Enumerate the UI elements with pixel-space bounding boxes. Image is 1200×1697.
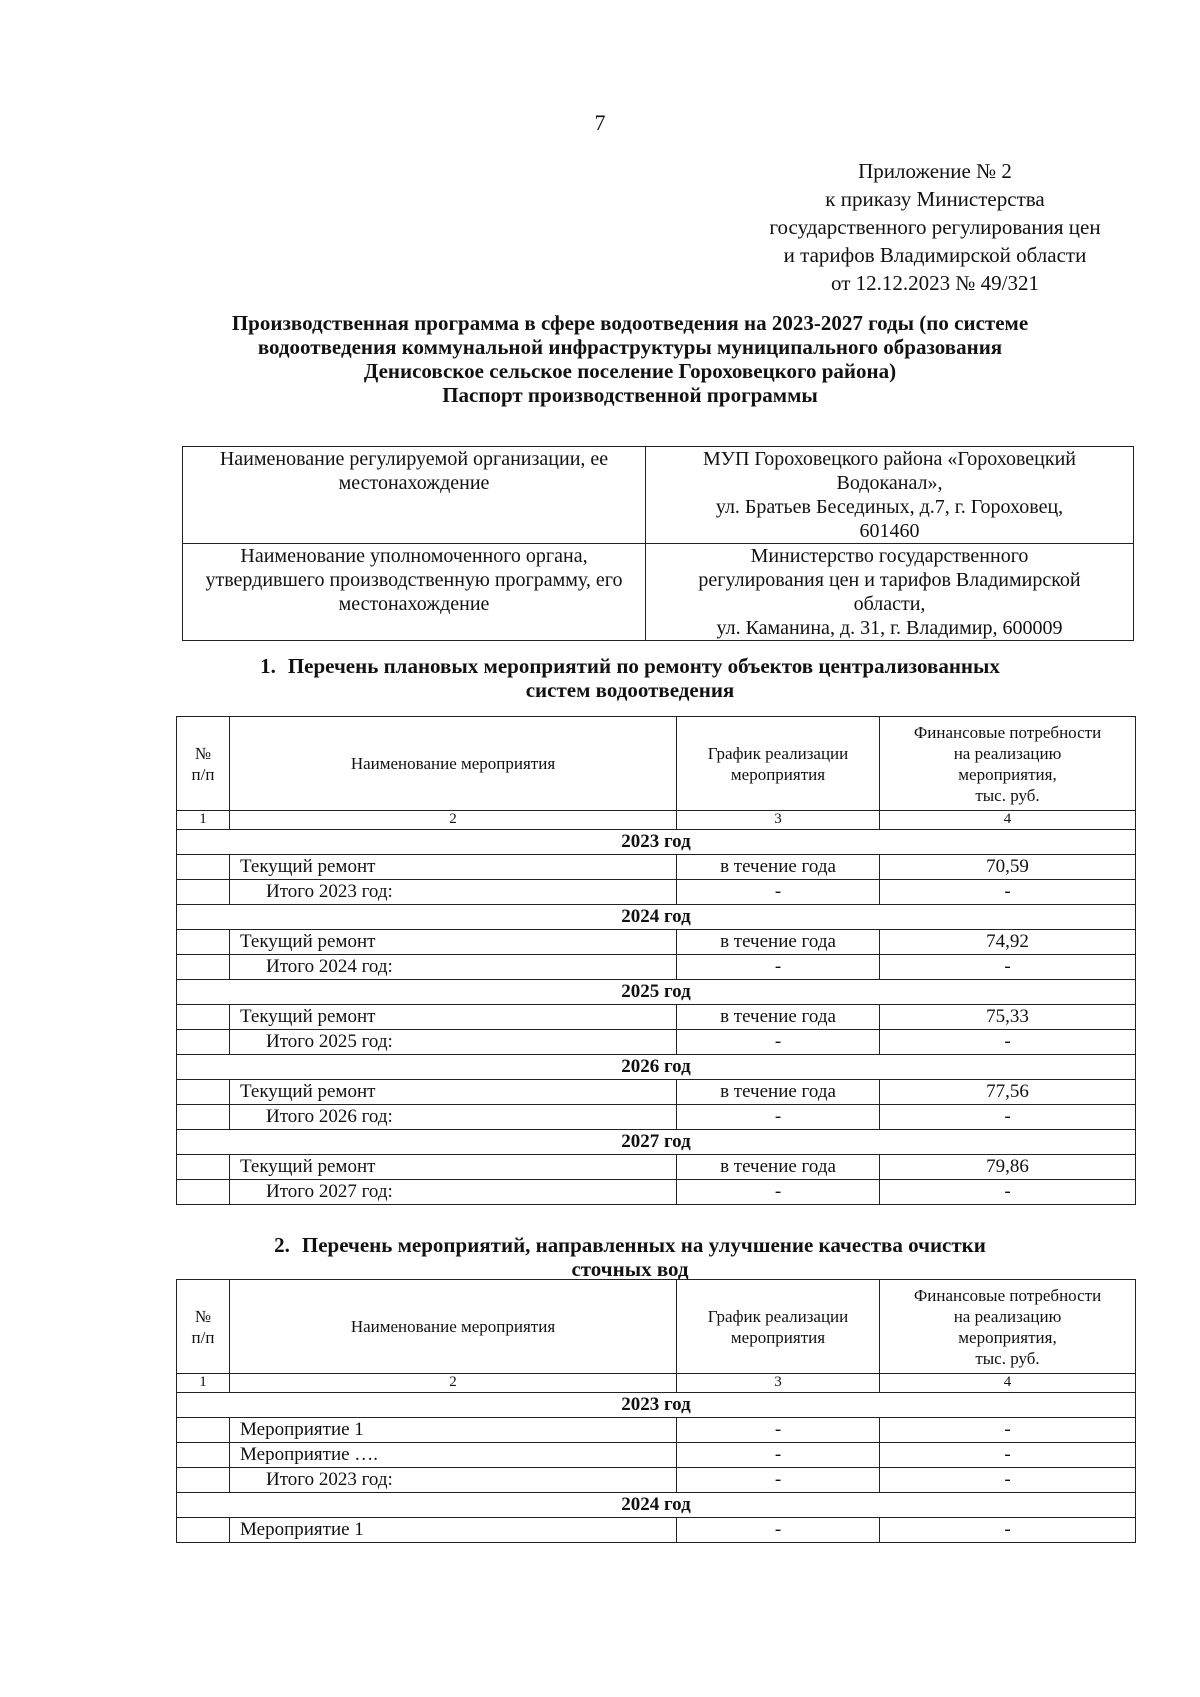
header-text: на реализацию xyxy=(953,1306,1062,1326)
event-amount: 74,92 xyxy=(880,930,1136,955)
header-text: мероприятия, xyxy=(958,764,1057,784)
column-number: 4 xyxy=(880,1374,1136,1393)
total-amount: - xyxy=(880,1180,1136,1205)
header-text: на реализацию xyxy=(953,743,1062,763)
total-schedule: - xyxy=(677,1105,880,1130)
header-text: Финансовые потребности xyxy=(913,722,1102,742)
year-label: 2025 год xyxy=(177,980,1136,1005)
total-amount: - xyxy=(880,1105,1136,1130)
event-name: Текущий ремонт xyxy=(230,1080,677,1105)
title-line: водоотведения коммунальной инфраструктуры муниципального образования xyxy=(257,335,1003,359)
row-number xyxy=(177,1443,230,1468)
appendix-line: Приложение № 2 xyxy=(858,159,1012,183)
year-label: 2027 год xyxy=(177,1130,1136,1155)
event-name: Мероприятие …. xyxy=(230,1443,677,1468)
event-amount: - xyxy=(880,1418,1136,1443)
total-amount: - xyxy=(880,1030,1136,1055)
table-row xyxy=(183,544,1134,641)
year-row xyxy=(177,1493,1136,1518)
passport-value xyxy=(646,447,1134,544)
cell-text: 601460 xyxy=(859,520,920,542)
row-number xyxy=(177,1005,230,1030)
appendix-line: к приказу Министерства xyxy=(825,187,1045,211)
header-text: График реализации xyxy=(707,1306,849,1326)
total-amount: - xyxy=(880,880,1136,905)
header-text: № xyxy=(194,743,212,763)
event-schedule: в течение года xyxy=(677,1155,880,1180)
cell-text: местонахождение xyxy=(338,593,490,615)
total-schedule: - xyxy=(677,1180,880,1205)
section-number: 2. xyxy=(274,1233,290,1257)
passport-label xyxy=(183,447,646,544)
row-number xyxy=(177,1105,230,1130)
event-amount: 75,33 xyxy=(880,1005,1136,1030)
section-title: сточных вод xyxy=(571,1257,689,1281)
header-schedule xyxy=(677,717,880,811)
total-row xyxy=(177,1180,1136,1205)
appendix-line: государственного регулирования цен xyxy=(769,215,1101,239)
column-number: 1 xyxy=(177,1374,230,1393)
event-schedule: в течение года xyxy=(677,1080,880,1105)
row-number xyxy=(177,1030,230,1055)
total-amount: - xyxy=(880,1468,1136,1493)
table-row xyxy=(177,1155,1136,1180)
row-number xyxy=(177,1518,230,1543)
column-number: 2 xyxy=(230,1374,677,1393)
cell-text: ул. Братьев Бесединых, д.7, г. Гороховец, xyxy=(715,496,1064,518)
cell-text: Наименование уполномоченного органа, xyxy=(240,545,588,567)
row-number xyxy=(177,1418,230,1443)
year-label: 2023 год xyxy=(177,830,1136,855)
row-number xyxy=(177,930,230,955)
repair-events-body xyxy=(177,830,1136,1205)
header-name: Наименование мероприятия xyxy=(230,1280,677,1374)
total-label: Итого 2024 год: xyxy=(230,955,677,980)
total-row xyxy=(177,1030,1136,1055)
cell-text: Наименование регулируемой организации, ее xyxy=(219,448,609,470)
event-name: Текущий ремонт xyxy=(230,930,677,955)
event-name: Текущий ремонт xyxy=(230,855,677,880)
passport-table xyxy=(182,446,1134,641)
quality-events-table xyxy=(176,1279,1136,1543)
event-schedule: - xyxy=(677,1518,880,1543)
header-name: Наименование мероприятия xyxy=(230,717,677,811)
header-text: мероприятия xyxy=(730,1327,826,1347)
repair-events-table xyxy=(176,716,1136,1205)
header-finance xyxy=(880,717,1136,811)
passport-value xyxy=(646,544,1134,641)
column-number: 2 xyxy=(230,811,677,830)
event-schedule: - xyxy=(677,1418,880,1443)
total-label: Итого 2023 год: xyxy=(230,1468,677,1493)
total-row xyxy=(177,955,1136,980)
column-number: 1 xyxy=(177,811,230,830)
table-header-row xyxy=(177,1280,1136,1374)
event-name: Текущий ремонт xyxy=(230,1005,677,1030)
event-amount: - xyxy=(880,1518,1136,1543)
total-amount: - xyxy=(880,955,1136,980)
event-amount: 70,59 xyxy=(880,855,1136,880)
header-text: п/п xyxy=(191,1327,215,1347)
event-amount: 79,86 xyxy=(880,1155,1136,1180)
cell-text: регулирования цен и тарифов Владимирской xyxy=(698,569,1081,591)
total-label: Итого 2025 год: xyxy=(230,1030,677,1055)
header-text: Финансовые потребности xyxy=(913,1285,1102,1305)
total-label: Итого 2027 год: xyxy=(230,1180,677,1205)
total-schedule: - xyxy=(677,955,880,980)
column-number: 4 xyxy=(880,811,1136,830)
appendix-line: и тарифов Владимирской области xyxy=(783,243,1087,267)
year-label: 2023 год xyxy=(177,1393,1136,1418)
row-number xyxy=(177,1080,230,1105)
cell-text: ул. Каманина, д. 31, г. Владимир, 600009 xyxy=(716,617,1063,639)
column-number-row xyxy=(177,1374,1136,1393)
year-row xyxy=(177,905,1136,930)
event-amount: 77,56 xyxy=(880,1080,1136,1105)
total-label: Итого 2023 год: xyxy=(230,880,677,905)
cell-text: МУП Гороховецкого района «Гороховецкий xyxy=(703,448,1076,470)
year-row xyxy=(177,830,1136,855)
table-row xyxy=(177,1080,1136,1105)
header-text: № xyxy=(194,1306,212,1326)
cell-text: области, xyxy=(853,593,926,615)
document-title xyxy=(170,311,1090,407)
table-row xyxy=(183,447,1134,544)
total-row xyxy=(177,1468,1136,1493)
header-text: мероприятия, xyxy=(958,1327,1057,1347)
title-line: Денисовское сельское поселение Гороховецкого района) xyxy=(363,359,897,383)
total-schedule: - xyxy=(677,1030,880,1055)
total-label: Итого 2026 год: xyxy=(230,1105,677,1130)
table-row xyxy=(177,1418,1136,1443)
event-schedule: в течение года xyxy=(677,855,880,880)
row-number xyxy=(177,1180,230,1205)
page-number: 7 xyxy=(594,110,606,135)
table-row xyxy=(177,1443,1136,1468)
row-number xyxy=(177,1155,230,1180)
total-schedule: - xyxy=(677,1468,880,1493)
cell-text: Водоканал», xyxy=(836,472,943,494)
cell-text: местонахождение xyxy=(338,472,490,494)
appendix-block xyxy=(745,157,1125,297)
section-title: Перечень плановых мероприятий по ремонту объектов централизованных xyxy=(287,654,1000,678)
row-number xyxy=(177,1468,230,1493)
appendix-date-number: от 12.12.2023 № 49/321 xyxy=(830,271,1040,295)
event-schedule: - xyxy=(677,1443,880,1468)
event-name: Мероприятие 1 xyxy=(230,1418,677,1443)
total-row xyxy=(177,1105,1136,1130)
year-label: 2026 год xyxy=(177,1055,1136,1080)
title-line: Производственная программа в сфере водоотведения на 2023-2027 годы (по системе xyxy=(231,311,1029,335)
header-number xyxy=(177,1280,230,1374)
passport-heading: Паспорт производственной программы xyxy=(442,383,818,407)
year-label: 2024 год xyxy=(177,905,1136,930)
header-text: тыс. руб. xyxy=(975,1348,1040,1368)
table-row xyxy=(177,855,1136,880)
event-name: Мероприятие 1 xyxy=(230,1518,677,1543)
table-header-row xyxy=(177,717,1136,811)
year-row xyxy=(177,980,1136,1005)
event-schedule: в течение года xyxy=(677,1005,880,1030)
year-row xyxy=(177,1130,1136,1155)
section-2-heading xyxy=(170,1233,1090,1281)
column-number: 3 xyxy=(677,1374,880,1393)
header-text: п/п xyxy=(191,764,215,784)
year-row xyxy=(177,1393,1136,1418)
row-number xyxy=(177,955,230,980)
header-schedule xyxy=(677,1280,880,1374)
year-row xyxy=(177,1055,1136,1080)
column-number-row xyxy=(177,811,1136,830)
section-number: 1. xyxy=(260,654,276,678)
row-number xyxy=(177,880,230,905)
cell-text: утвердившего производственную программу, его xyxy=(205,569,623,591)
section-1-heading xyxy=(170,654,1090,702)
event-schedule: в течение года xyxy=(677,930,880,955)
passport-label xyxy=(183,544,646,641)
table-row xyxy=(177,1518,1136,1543)
row-number xyxy=(177,855,230,880)
header-text: График реализации xyxy=(707,743,849,763)
year-label: 2024 год xyxy=(177,1493,1136,1518)
section-title: Перечень мероприятий, направленных на улучшение качества очистки xyxy=(301,1233,986,1257)
header-number xyxy=(177,717,230,811)
column-number: 3 xyxy=(677,811,880,830)
table-row xyxy=(177,930,1136,955)
header-text: тыс. руб. xyxy=(975,785,1040,805)
cell-text: Министерство государственного xyxy=(750,545,1029,567)
total-row xyxy=(177,880,1136,905)
event-name: Текущий ремонт xyxy=(230,1155,677,1180)
header-finance xyxy=(880,1280,1136,1374)
table-row xyxy=(177,1005,1136,1030)
header-text: мероприятия xyxy=(730,764,826,784)
event-amount: - xyxy=(880,1443,1136,1468)
total-schedule: - xyxy=(677,880,880,905)
section-title: систем водоотведения xyxy=(525,678,735,702)
